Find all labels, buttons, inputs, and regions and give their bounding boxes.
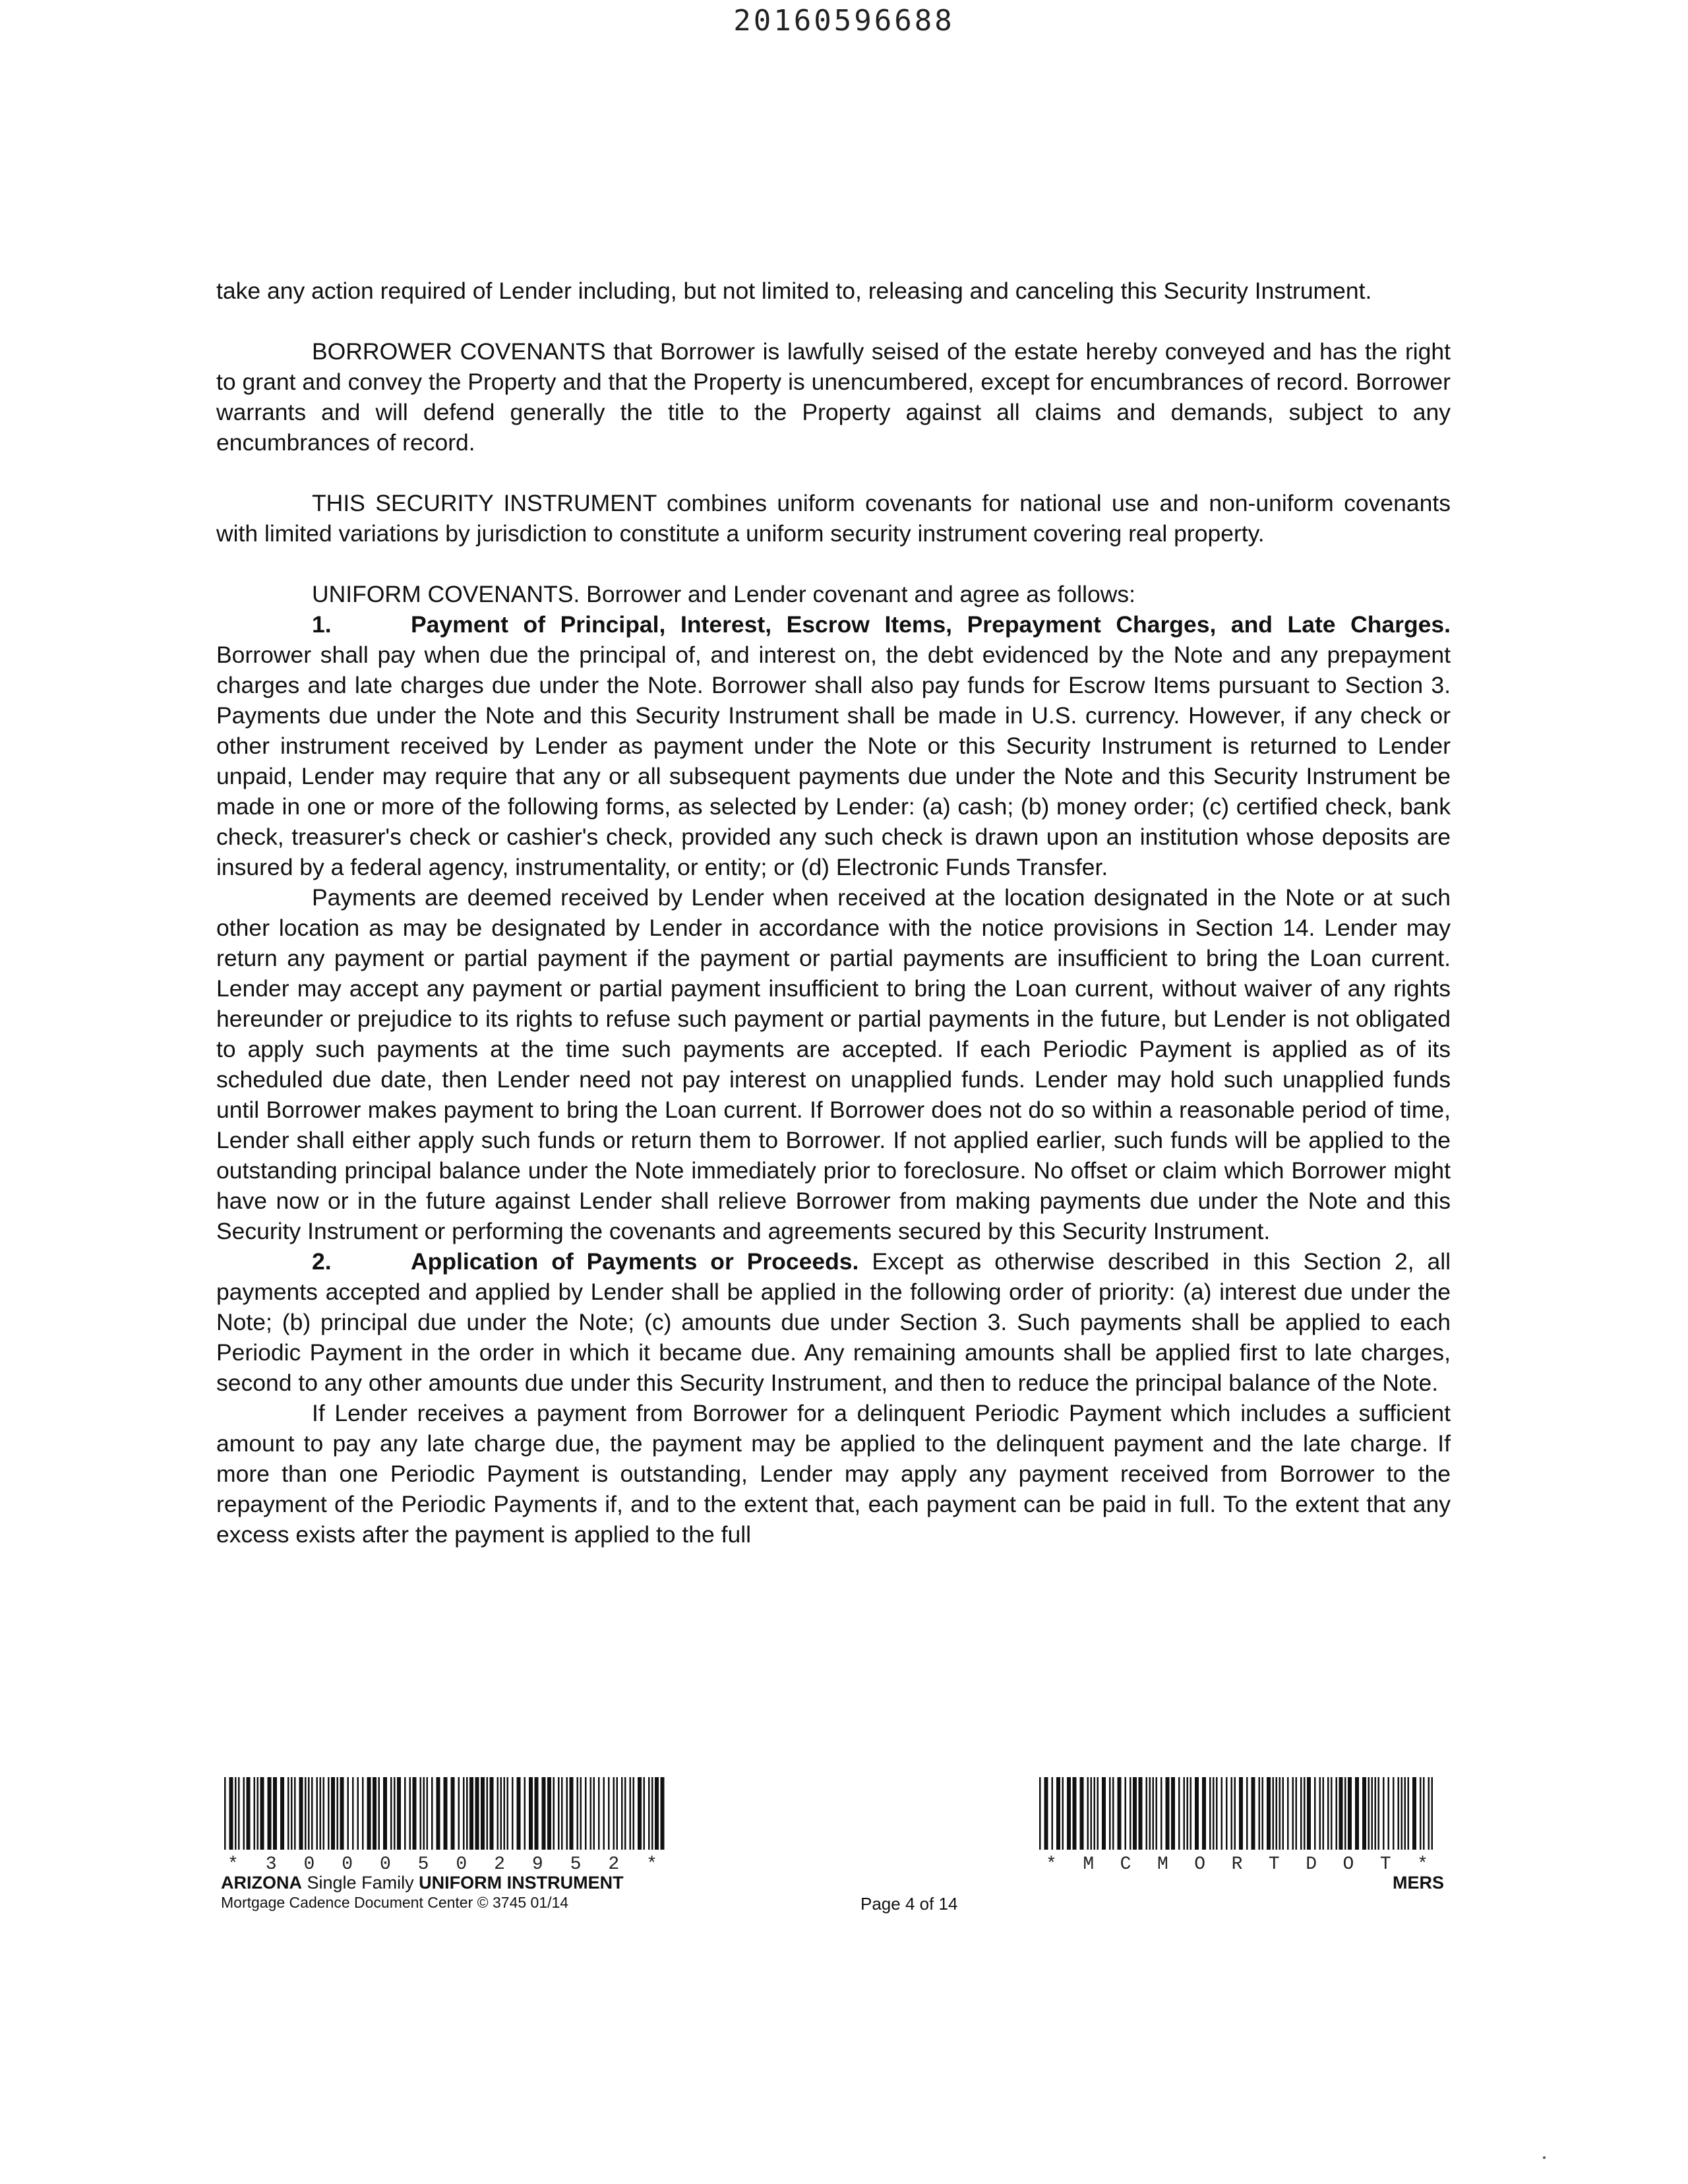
barcode-right-char: T [1379,1854,1391,1875]
barcode-left-char: 0 [342,1854,353,1875]
barcode-bar [504,1777,506,1850]
barcode-bar [367,1777,371,1850]
barcode-bar [305,1777,307,1850]
barcode-bar [229,1777,233,1850]
barcode-bar [247,1777,251,1850]
barcode-bar [394,1777,396,1850]
barcode-bar [1067,1777,1071,1850]
barcode-bar [558,1777,560,1850]
barcode-bar [608,1777,610,1850]
barcode-bar [1355,1777,1359,1850]
barcode-bar [1239,1777,1243,1850]
section-2-paragraph-2: If Lender receives a payment from Borrower for a delinquent Periodic Payment which includes a sufficient amount to pay any late charge due, the payment may be applied to the delinquent payment and the late charge. If more than one Periodic Payment is outstanding, Lender may apply any payment received from Borrower to the repayment of the Periodic Payments if, and to the extent that, each payment can be paid in full. To the extent that any excess exists after the payment is applied to the full [216,1400,1451,1548]
barcode-bar [254,1777,256,1850]
barcode-bar [1420,1777,1422,1850]
barcode-right-char: R [1231,1854,1243,1875]
barcode-left-char: * [227,1854,239,1875]
paragraph-security-instrument: THIS SECURITY INSTRUMENT combines uniform covenants for national use and non-uniform covenants with limited variations by jurisdiction to constitute a uniform security instrument covering real property. [216,490,1451,547]
barcode-bar [1149,1777,1151,1850]
barcode-bar [1344,1777,1346,1850]
barcode-bar [553,1777,555,1850]
barcode-bar [423,1777,425,1850]
barcode-bar [268,1777,272,1850]
barcode-bar [1062,1777,1064,1850]
barcode-bar [1251,1777,1255,1850]
section-1-paragraph-2: Payments are deemed received by Lender when received at the location designated in the Note or at such other location as may be designated by Lender in accordance with the notice provisions in Section 14. Lender may return any payment or partial payment if the payment or partial payments are insufficient to bring the Loan current. Lender may accept any payment or partial payment insufficient to bring the Loan current, without waiver of any rights hereunder or prejudice to its rights to refuse such payment or partial payments in the future, but Lender is not obligated to apply such payments at the time such payments are accepted. If each Periodic Payment is applied as of its scheduled due date, then Lender need not pay interest on unapplied funds. Lender may hold such unapplied funds until Borrower makes payment to bring the Loan current. If Borrower does not do so within a reasonable period of time, Lender shall either apply such funds or return them to Borrower. If not applied earlier, such funds will be applied to the outstanding principal balance under the Note immediately prior to foreclosure. No offset or claim which Borrower might have now or in the future against Lender shall relieve Borrower from making payments due under the Note and this Security Instrument or performing the covenants and agreements secured by this Security Instrument. [216,884,1451,1244]
form-type: Single Family [307,1873,414,1893]
barcode-bar [238,1777,240,1850]
barcode-right-char: D [1306,1854,1317,1875]
barcode-bar [1153,1777,1155,1850]
document-center: Mortgage Cadence Document Center © 3745 01/14 [221,1894,569,1911]
barcode-bar [463,1777,465,1850]
barcode-bar [1226,1777,1228,1850]
barcode-bar [1336,1777,1338,1850]
barcode-bar [577,1777,579,1850]
barcode-left-char: 0 [456,1854,467,1875]
barcode-bar [413,1777,417,1850]
barcode-bar [337,1777,339,1850]
barcode-bar [487,1777,489,1850]
barcode-bar [1146,1777,1148,1850]
barcode-bar [331,1777,335,1850]
barcode-bar [1130,1777,1131,1850]
barcode-bar [431,1777,433,1850]
barcode-bar [630,1777,632,1850]
barcode-bar [1282,1777,1284,1850]
barcode-bar [1052,1777,1054,1850]
barcode-bar [1187,1777,1189,1850]
barcode-bar [316,1777,318,1850]
barcode-bar [1195,1777,1199,1850]
page-number: Page 4 of 14 [860,1894,958,1914]
barcode-bar [1133,1777,1137,1850]
barcode-bar [299,1777,303,1850]
barcode-bar [570,1777,574,1850]
barcode-bar [1398,1777,1400,1850]
barcode-bar [1383,1777,1385,1850]
barcode-bar [287,1777,289,1850]
barcode-bar [1314,1777,1316,1850]
barcode-bar [1267,1777,1271,1850]
barcode-bar [651,1777,653,1850]
barcode-bar [451,1777,455,1850]
barcode-bar [593,1777,595,1850]
barcode-bar [1307,1777,1311,1850]
form-state: ARIZONA [221,1873,302,1893]
barcode-bar [420,1777,422,1850]
barcode-bar [1178,1777,1180,1850]
barcode-bar [1097,1777,1099,1850]
barcode-bar [1276,1777,1278,1850]
barcode-bar [469,1777,473,1850]
barcode-bar [458,1777,460,1850]
barcode-bar [1368,1777,1370,1850]
barcode-bar [1091,1777,1093,1850]
barcode-bar [497,1777,499,1850]
barcode-bar [1348,1777,1352,1850]
barcode-left-char: 9 [531,1854,543,1875]
barcode-bar [1259,1777,1261,1850]
barcode-bar [1432,1777,1433,1850]
barcode-bar [648,1777,650,1850]
barcode-right-char: M [1083,1854,1095,1875]
barcode-bar [352,1777,354,1850]
barcode-left-char: 5 [417,1854,429,1875]
form-title [221,1873,624,1893]
barcode-bar [257,1777,259,1850]
barcode-bar [1273,1777,1275,1850]
barcode-bar [1209,1777,1211,1850]
barcode-bar [1292,1777,1294,1850]
barcode-bar [481,1777,485,1850]
barcode-left-char: 3 [265,1854,277,1875]
barcode-left-char: 2 [494,1854,505,1875]
barcode-bar [427,1777,429,1850]
barcode-bar [1234,1777,1236,1850]
barcode-bar [1109,1777,1111,1850]
section-2 [216,1246,1451,1398]
barcode-bar [638,1777,642,1850]
barcode-bar [1056,1777,1060,1850]
mers-label: MERS [1393,1873,1445,1893]
barcode-bar [340,1777,344,1850]
barcode-bar [621,1777,623,1850]
barcode-bar [624,1777,626,1850]
paragraph-uniform-covenants: UNIFORM COVENANTS. Borrower and Lender covenant and agree as follows: [312,581,1135,607]
barcode-bar [294,1777,296,1850]
barcode-bar [1246,1777,1248,1850]
barcode-bar [1339,1777,1343,1850]
barcode-bar [1401,1777,1403,1850]
barcode-bar [323,1777,325,1850]
barcode-bar [1087,1777,1089,1850]
barcode-bar [633,1777,635,1850]
barcode-left-char: 0 [379,1854,391,1875]
barcode-left-char: 5 [570,1854,582,1875]
barcode-right-char: O [1342,1854,1354,1875]
barcode-bar [542,1777,546,1850]
barcode-left-char: 2 [608,1854,620,1875]
barcode-bar [243,1777,245,1850]
barcode-bar [529,1777,533,1850]
barcode-bar [1039,1777,1041,1850]
barcode-bar [655,1777,659,1850]
barcode-bar [1304,1777,1306,1850]
section-1-number: 1. [312,611,332,638]
document-body [216,276,1451,1550]
barcode-bar [1221,1777,1223,1850]
barcode-bar [1184,1777,1186,1850]
barcode-bar [224,1777,226,1850]
barcode-bar [1190,1777,1192,1850]
barcode-bar [1408,1777,1410,1850]
barcode-bar [437,1777,440,1850]
barcode-bar [500,1777,502,1850]
barcode-bar [1372,1777,1373,1850]
barcode-bar [1300,1777,1302,1850]
barcode-bar [1125,1777,1127,1850]
barcode-bar [566,1777,568,1850]
barcode-bar [1262,1777,1264,1850]
barcode-bar [1323,1777,1325,1850]
barcode-bar [1080,1777,1084,1850]
barcode-bar [1393,1777,1395,1850]
barcode-left-char: * [646,1854,657,1875]
barcode-bar [512,1777,514,1850]
barcode-bar [404,1777,406,1850]
barcode-right-char: O [1194,1854,1206,1875]
barcode-bar [1279,1777,1281,1850]
barcode-bar [1160,1777,1162,1850]
barcode-bar [1112,1777,1114,1850]
barcode-bar [273,1777,277,1850]
barcode-bar [409,1777,411,1850]
barcode-right-char: T [1268,1854,1280,1875]
barcode-bar [1388,1777,1390,1850]
scan-speck [1543,2156,1546,2159]
barcode-bar [1362,1777,1366,1850]
barcode-right-text [1046,1854,1428,1875]
barcode-left-char: 0 [303,1854,315,1875]
barcode-bar [1202,1777,1206,1850]
barcode-bar [444,1777,448,1850]
barcode-bar [561,1777,563,1850]
barcode-bar [357,1777,359,1850]
barcode-bar [1231,1777,1233,1850]
barcode-right-char: * [1046,1854,1057,1875]
section-2-title: Application of Payments or Proceeds. [411,1248,859,1275]
barcode-bar [1287,1777,1289,1850]
recording-number: 20160596688 [733,4,955,38]
barcode-bar [517,1777,521,1850]
barcode-bar [1404,1777,1406,1850]
barcode-bar [383,1777,387,1850]
paragraph-continuation: take any action required of Lender including, but not limited to, releasing and canceling this Security Instrument. [216,278,1372,304]
barcode-bar [347,1777,349,1850]
barcode-bar [1102,1777,1106,1850]
barcode-bar [524,1777,526,1850]
barcode-bar [535,1777,539,1850]
barcode-bar [1118,1777,1122,1850]
barcode-bar [1094,1777,1096,1850]
barcode-bar [308,1777,310,1850]
barcode-bar [280,1777,284,1850]
barcode-bar [1378,1777,1380,1850]
barcode-bar [1412,1777,1416,1850]
barcode-bar [311,1777,313,1850]
barcode-bar [378,1777,380,1850]
section-1-text: Borrower shall pay when due the principal of, and interest on, the debt evidenced by the Note and any prepayment charges and late charges due under the Note. Borrower shall also pay funds for Escrow Items pursuant to Section 3. Payments due under the Note and this Security Instrument shall be made in U.S. currency. However, if any check or other instrument received by Lender as payment under the Note or this Security Instrument is returned to Lender unpaid, Lender may require that any or all subsequent payments due under the Note and this Security Instrument be made in one or more of the following forms, as selected by Lender: (a) cash; (b) money order; (c) certified check, bank check, treasurer's check or cashier's check, provided any such check is drawn upon an institution whose deposits are insured by a federal agency, instrumentality, or entity; or (d) Electronic Funds Transfer. [216,642,1451,880]
barcode-bar [397,1777,401,1850]
barcode-left-text [227,1854,657,1875]
barcode-bar [291,1777,293,1850]
barcode-bar [260,1777,264,1850]
barcode-bar [590,1777,592,1850]
barcode-bar [617,1777,618,1850]
barcode-bar [1044,1777,1048,1850]
barcode-bar [644,1777,646,1850]
barcode-bar [475,1777,479,1850]
form-name: UNIFORM INSTRUMENT [419,1873,624,1893]
barcode-bar [466,1777,468,1850]
barcode-bar [1073,1777,1077,1850]
barcode-bar [1139,1777,1143,1850]
barcode-bar [1296,1777,1298,1850]
barcode-bar [613,1777,615,1850]
barcode-bar [490,1777,494,1850]
barcode-bar [328,1777,330,1850]
barcode-bar [580,1777,582,1850]
barcode-bar [1213,1777,1215,1850]
barcode-bar [661,1777,665,1850]
barcode-bar [585,1777,587,1850]
barcode-bar [1327,1777,1329,1850]
barcode-bar [1216,1777,1218,1850]
barcode-bar [603,1777,605,1850]
barcode-bar [1319,1777,1321,1850]
barcode-bar [235,1777,237,1850]
section-1 [216,609,1451,882]
barcode-bar [390,1777,392,1850]
barcode-bar [320,1777,322,1850]
barcode-bar [507,1777,509,1850]
paragraph-borrower-covenants: BORROWER COVENANTS that Borrower is lawfully seised of the estate hereby conveyed and has the right to grant and convey the Property and that the Property is unencumbered, except for encumbrances of record. Borrower warrants and will defend generally the title to the Property against all claims and demands, subject to any encumbrances of record. [216,338,1451,456]
barcode-bar [1428,1777,1430,1850]
barcode-right-char: C [1120,1854,1131,1875]
barcode-bar [1423,1777,1425,1850]
barcode-bar [1166,1777,1170,1850]
barcode-bar [373,1777,377,1850]
barcode-bar [1156,1777,1158,1850]
section-2-number: 2. [312,1248,332,1275]
barcode-bar [1375,1777,1377,1850]
barcode-bar [547,1777,551,1850]
barcode-right-char: M [1157,1854,1168,1875]
barcode-bar [598,1777,600,1850]
barcode-bar [1331,1777,1333,1850]
barcode-bar [1171,1777,1175,1850]
barcode-bar [362,1777,364,1850]
section-1-title: Payment of Principal, Interest, Escrow Items, Prepayment Charges, and Late Charges. [411,611,1451,638]
barcode-right-char: * [1417,1854,1428,1875]
section-2-text: Except as otherwise described in this Section 2, all payments accepted and applied by Lender shall be applied in the following order of priority: (a) interest due under the Note; (b) principal due under the Note; (c) amounts due under Section 3. Such payments shall be applied to each Periodic Payment in the order in which it became due. Any remaining amounts shall be applied first to late charges, second to any other amounts due under this Security Instrument, and then to reduce the principal balance of the Note. [216,1248,1451,1396]
